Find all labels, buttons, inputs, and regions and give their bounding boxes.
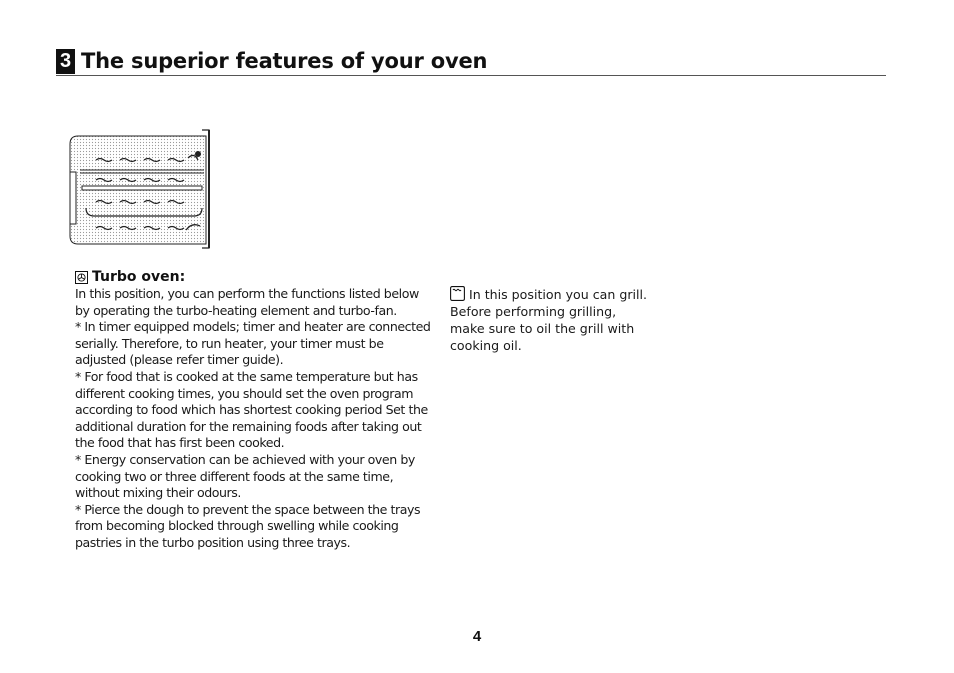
turbo-fan-mode-icon: [75, 271, 88, 284]
turbo-oven-section: [75, 268, 431, 552]
section-header: [56, 47, 886, 76]
grill-text-line: [450, 286, 650, 303]
page-number: 4: [472, 628, 482, 645]
grill-instruction: Before performing grilling, make sure to oil the grill with cooking oil.: [450, 304, 635, 353]
page-title: The superior features of your oven: [81, 49, 488, 73]
turbo-paragraph: In this position, you can perform the functions listed below by operating the turbo-heating element and turbo-fan.: [75, 286, 419, 318]
turbo-paragraph: * In timer equipped models; timer and heater are connected serially. Therefore, to run heater, your timer must be adjusted (please refer timer guide).: [75, 319, 431, 368]
turbo-paragraph: * Pierce the dough to prevent the space between the trays from becoming blocked through swelling while cooking pastries in the turbo position using three trays.: [75, 501, 421, 550]
turbo-paragraph: * For food that is cooked at the same temperature but has different cooking times, you should set the oven program according to food which has shortest cooking period Set the additional duration for the remaining foods after taking out the food that has first been cooked.: [75, 368, 428, 451]
turbo-subheading: [75, 268, 431, 286]
turbo-paragraph: * Energy conservation can be achieved with your oven by cooking two or three different foods at the same time, without mixing their odours.: [75, 451, 415, 501]
oven-diagram: [64, 126, 224, 258]
section-number: 3: [56, 49, 75, 74]
turbo-body: [75, 286, 431, 552]
turbo-heading: Turbo oven:: [92, 269, 186, 285]
grill-description: In this position you can grill.: [469, 287, 648, 302]
grill-section: [450, 286, 650, 354]
grill-mode-icon: [450, 286, 465, 301]
